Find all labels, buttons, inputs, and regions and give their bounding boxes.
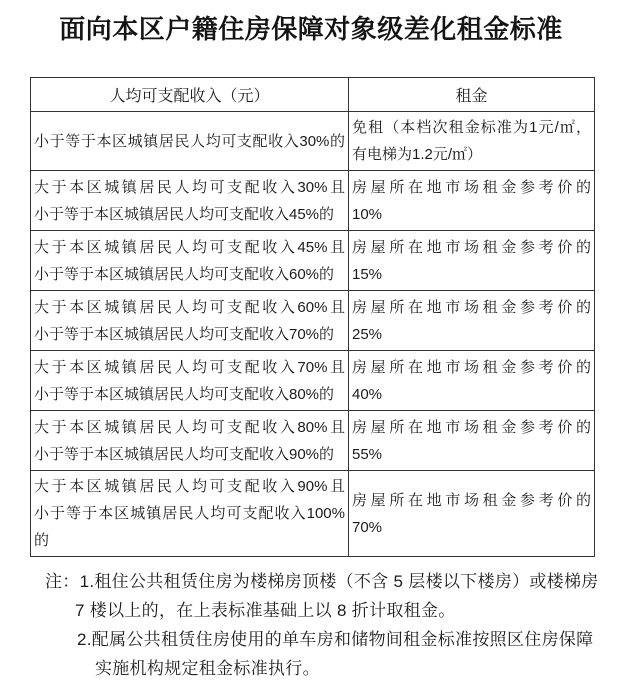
rent-cell — [349, 112, 595, 171]
rent-text: 25% — [352, 325, 383, 343]
income-cell — [31, 112, 349, 171]
notes — [45, 567, 622, 683]
table-row — [31, 351, 595, 411]
table-row — [31, 411, 595, 471]
income-text: 的 — [34, 532, 50, 549]
income-cell — [31, 471, 349, 557]
rent-cell — [349, 231, 595, 291]
income-cell — [31, 231, 349, 291]
rent-column-header: 租金 — [349, 78, 595, 112]
income-cell — [31, 291, 349, 351]
income-text: 小于等于本区城镇居民人均可支配收入80%的 — [34, 385, 335, 403]
rent-cell — [349, 291, 595, 351]
rent-text: 40% — [352, 385, 383, 403]
income-text: 小于等于本区城镇居民人均可支配收入70%的 — [34, 325, 335, 343]
rent-text: 有电梯为1.2元/㎡） — [352, 146, 483, 163]
table-row — [31, 471, 595, 557]
rent-text: 15% — [352, 265, 383, 283]
income-text: 小于等于本区城镇居民人均可支配收入100% — [34, 505, 345, 522]
income-cell — [31, 171, 349, 231]
table-header-row — [31, 78, 595, 112]
rent-cell — [349, 171, 595, 231]
rent-cell — [349, 471, 595, 557]
income-text: 小于等于本区城镇居民人均可支配收入45%的 — [34, 205, 335, 223]
income-text: 小于等于本区城镇居民人均可支配收入30%的 — [34, 132, 345, 150]
rent-text: 房屋所在地市场租金参考价的 — [352, 178, 591, 196]
rent-text: 房屋所在地市场租金参考价的 — [352, 491, 591, 509]
table-row — [31, 231, 595, 291]
table-row — [31, 291, 595, 351]
note-line: 实施机构规定租金标准执行。 — [95, 659, 320, 678]
income-text: 大于本区城镇居民人均可支配收入70%且 — [34, 358, 345, 376]
rent-text: 10% — [352, 205, 383, 223]
income-text: 大于本区城镇居民人均可支配收入45%且 — [34, 238, 345, 256]
income-cell — [31, 351, 349, 411]
rent-cell — [349, 411, 595, 471]
income-column-header: 人均可支配收入（元） — [31, 78, 349, 112]
rent-text: 70% — [352, 518, 383, 536]
rent-text: 55% — [352, 445, 383, 463]
rent-text: 房屋所在地市场租金参考价的 — [352, 238, 591, 256]
income-text: 小于等于本区城镇居民人均可支配收入60%的 — [34, 265, 335, 283]
income-text: 大于本区城镇居民人均可支配收入30%且 — [34, 178, 345, 196]
income-text: 大于本区城镇居民人均可支配收入80%且 — [34, 418, 345, 436]
rent-text: 房屋所在地市场租金参考价的 — [352, 358, 591, 376]
note-line: 7 楼以上的，在上表标准基础上以 8 折计取租金。 — [75, 601, 456, 620]
note-line: 注：1.租住公共租赁住房为楼梯房顶楼（不含 5 层楼以下楼房）或楼梯房 — [45, 572, 599, 591]
rent-standards-table — [30, 77, 595, 557]
table-row — [31, 112, 595, 171]
note-line: 2.配属公共租赁住房使用的单车房和储物间租金标准按照区住房保障 — [77, 630, 594, 649]
income-text: 小于等于本区城镇居民人均可支配收入90%的 — [34, 445, 335, 463]
income-text: 大于本区城镇居民人均可支配收入90%且 — [34, 478, 345, 495]
income-text: 大于本区城镇居民人均可支配收入60%且 — [34, 298, 345, 316]
rent-cell — [349, 351, 595, 411]
rent-text: 免租（本档次租金标准为1元/㎡， — [352, 119, 591, 136]
table-row — [31, 171, 595, 231]
rent-text: 房屋所在地市场租金参考价的 — [352, 418, 591, 436]
rent-text: 房屋所在地市场租金参考价的 — [352, 298, 591, 316]
page-title: 面向本区户籍住房保障对象级差化租金标准 — [59, 14, 563, 44]
income-cell — [31, 411, 349, 471]
